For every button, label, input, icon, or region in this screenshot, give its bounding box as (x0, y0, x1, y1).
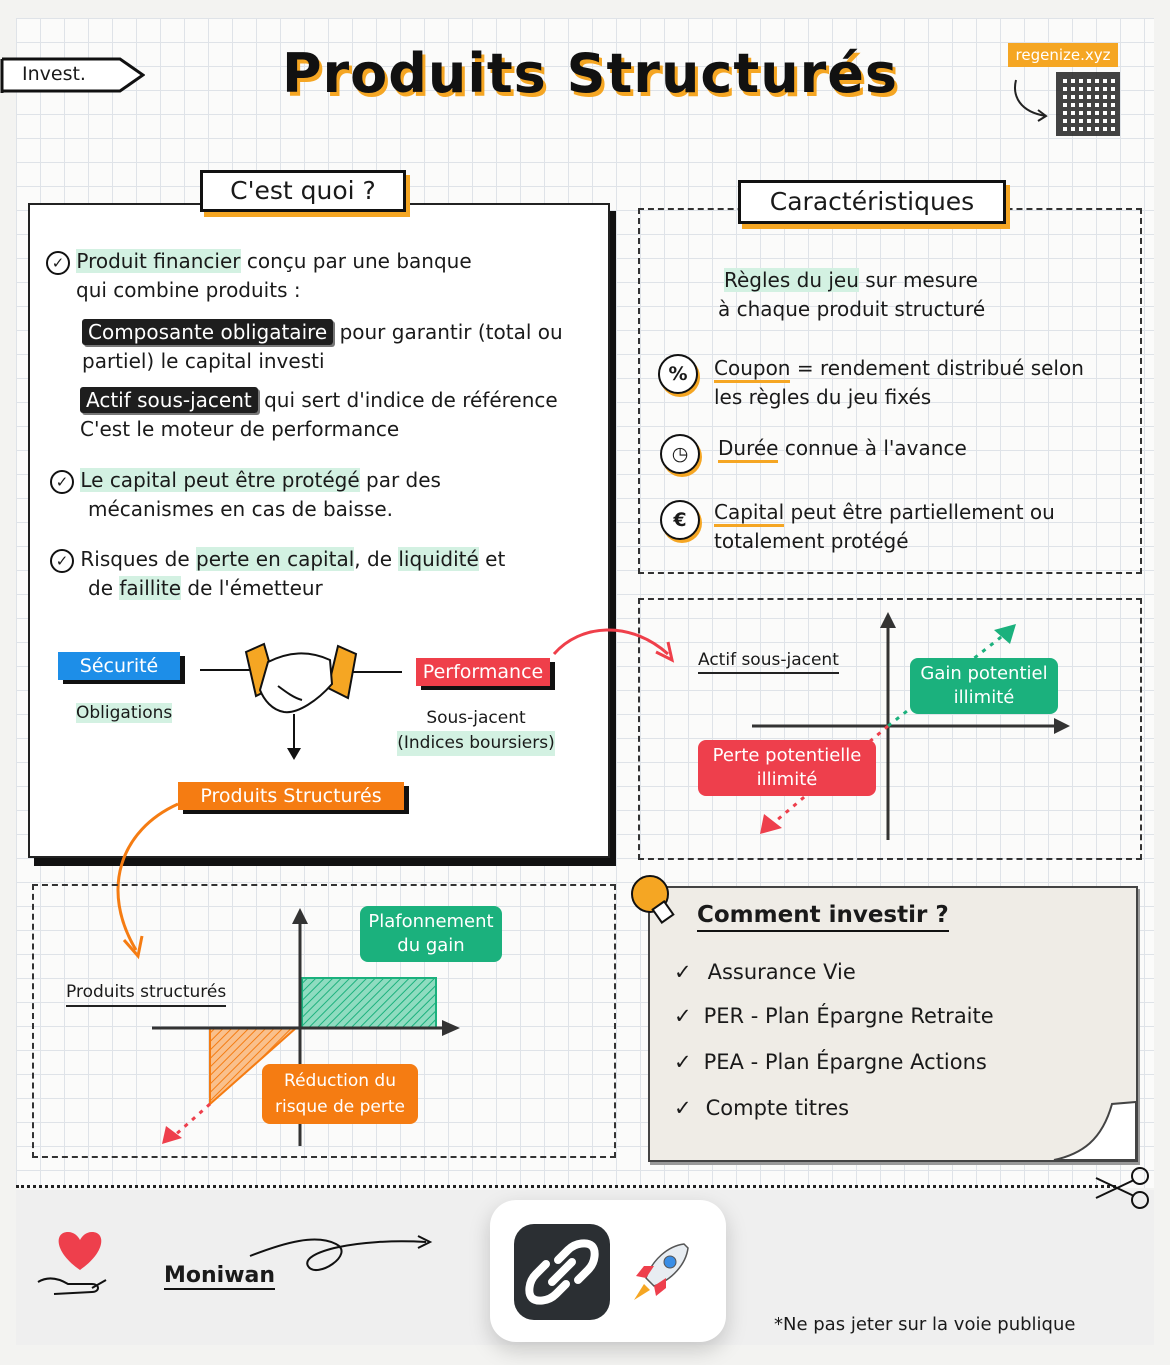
security-pill: Sécurité (58, 652, 180, 680)
risks-text-c: et (485, 547, 506, 571)
risks-text-d: de (88, 576, 113, 600)
features-intro-text-a: sur mesure (865, 268, 978, 292)
y-axis-arrowhead (880, 612, 896, 628)
underlying-payoff-chart (640, 600, 1140, 858)
invest-option (674, 960, 856, 984)
loss-tag-b: illimité (756, 769, 818, 790)
definition-highlight: Produit financier (76, 249, 241, 273)
risk-liquidity: liquidité (398, 547, 479, 571)
risk-default: faillite (119, 576, 182, 600)
underlying-asset-chip: Actif sous-jacent (80, 387, 258, 413)
feature-capital-key: Capital (714, 500, 784, 527)
feature-duration-key: Durée (718, 436, 778, 463)
cap-tag-b: du gain (397, 935, 465, 956)
page-title: Produits Structurés (281, 42, 899, 105)
bond-component-chip: Composante obligataire (82, 319, 333, 345)
underlying-label (386, 706, 566, 756)
heart-hand-icon (34, 1226, 114, 1306)
brand-name[interactable]: Moniwan (164, 1263, 276, 1288)
bond-component-text-a: pour garantir (total ou (339, 320, 563, 344)
definition-block (46, 247, 586, 305)
check-icon: ✓ (674, 1050, 692, 1074)
features-heading: Caractéristiques (738, 180, 1006, 224)
invest-option (674, 1096, 849, 1120)
percent-icon: % (658, 354, 698, 394)
bond-component-block (82, 318, 592, 376)
feature-capital-line2: totalement protégé (714, 529, 909, 553)
loss-tag-a: Perte potentielle (712, 745, 862, 766)
risks-text-e: de l'émetteur (187, 576, 323, 600)
structured-products-pill: Produits Structurés (178, 782, 404, 810)
category-tag-label: Invest. (22, 63, 86, 85)
underlying-axis-label: Actif sous-jacent (698, 650, 839, 674)
link-icon (514, 1224, 610, 1320)
copy-link-button[interactable] (514, 1224, 610, 1320)
feature-capital (714, 498, 1124, 556)
check-icon: ✓ (674, 1004, 692, 1028)
invest-option-label: PEA - Plan Épargne Actions (703, 1050, 987, 1074)
features-intro (718, 266, 1118, 324)
underlying-label-b: (Indices boursiers) (397, 731, 554, 756)
cap-tag (360, 906, 502, 962)
clock-icon: ◷ (660, 434, 700, 474)
scissors-icon (1092, 1166, 1156, 1212)
structured-axis-label: Produits structurés (66, 982, 226, 1007)
gain-arrowhead (994, 624, 1016, 644)
loss-arrowhead (162, 1126, 182, 1144)
risk-reduction-tag-b: risque de perte (274, 1097, 405, 1117)
what-is-it-heading: C'est quoi ? (200, 170, 406, 212)
risks-block (50, 545, 595, 603)
feature-duration-line1: connue à l'avance (784, 436, 967, 460)
check-icon: ✓ (674, 1096, 692, 1120)
rocket-icon[interactable] (628, 1238, 694, 1304)
protection-highlight: Le capital peut être protégé (80, 468, 360, 492)
feature-coupon-line1: = rendement distribué selon (796, 356, 1084, 380)
x-axis-arrowhead (1054, 718, 1070, 734)
invest-option (674, 1050, 987, 1074)
feature-coupon-key: Coupon (714, 356, 790, 383)
invest-option-label: Assurance Vie (707, 960, 856, 984)
protection-text-a: par des (366, 468, 441, 492)
curved-arrow-icon (1010, 76, 1054, 124)
qr-code-icon[interactable] (1056, 72, 1120, 136)
check-circle-icon: ✓ (50, 470, 74, 494)
lightbulb-icon (626, 872, 686, 932)
capped-gain-area (302, 978, 436, 1028)
feature-coupon-line2: les règles du jeu fixés (714, 385, 932, 409)
invest-option (674, 1004, 994, 1028)
check-circle-icon: ✓ (46, 251, 70, 275)
risk-capital-loss: perte en capital (196, 547, 355, 571)
bonds-label: Obligations (76, 703, 173, 723)
performance-pill: Performance (416, 658, 550, 686)
cut-line (16, 1185, 1116, 1188)
invest-option-label: Compte titres (705, 1096, 850, 1120)
feature-coupon (714, 354, 1124, 412)
feature-duration (718, 434, 1118, 463)
disposal-note: *Ne pas jeter sur la voie publique (774, 1314, 1076, 1335)
features-intro-text-b: à chaque produit structuré (718, 297, 986, 321)
bond-component-text-b: partiel) le capital investi (82, 349, 325, 373)
check-icon: ✓ (674, 960, 692, 984)
loss-line (174, 1104, 210, 1136)
handshake-icon (198, 640, 404, 766)
gain-tag-b: illimité (953, 687, 1015, 708)
feature-capital-line1: peut être partiellement ou (790, 500, 1055, 524)
how-to-invest-heading: Comment investir ? (697, 902, 949, 932)
definition-text-a: conçu par une banque (246, 249, 472, 273)
category-tag (0, 57, 145, 93)
y-axis-arrowhead (292, 908, 308, 924)
underlying-asset-text-b: C'est le moteur de performance (80, 417, 400, 441)
site-badge[interactable]: regenize.xyz (1008, 43, 1118, 67)
underlying-asset-block (80, 386, 590, 444)
check-circle-icon: ✓ (50, 549, 74, 573)
underlying-label-a: Sous-jacent (426, 708, 526, 728)
underlying-asset-text-a: qui sert d'indice de référence (264, 388, 558, 412)
risks-text-a: Risques de (80, 547, 190, 571)
loop-arrow-icon (246, 1224, 436, 1284)
folded-corner-shape (1052, 1100, 1138, 1162)
loss-tag (698, 740, 876, 796)
gain-tag-a: Gain potentiel (920, 663, 1048, 684)
cap-tag-a: Plafonnement (368, 911, 494, 932)
invest-option-label: PER - Plan Épargne Retraite (703, 1004, 994, 1028)
risk-reduction-tag (262, 1064, 418, 1124)
risk-reduction-tag-a: Réduction du (284, 1071, 396, 1091)
protection-text-b: mécanismes en cas de baisse. (88, 497, 393, 521)
protection-block (50, 466, 590, 524)
x-axis-arrowhead (442, 1020, 460, 1036)
features-intro-highlight: Règles du jeu (724, 268, 859, 292)
definition-text-b: qui combine produits : (76, 278, 301, 302)
risks-text-b: , de (354, 547, 392, 571)
euro-icon: € (660, 500, 700, 540)
gain-tag (910, 658, 1058, 714)
